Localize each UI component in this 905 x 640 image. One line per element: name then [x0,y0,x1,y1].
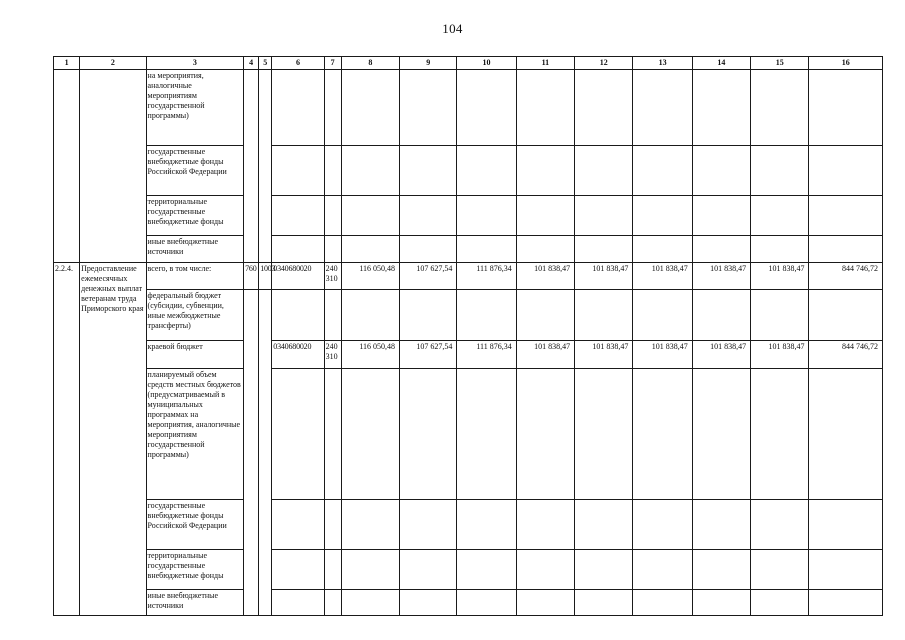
cell-empty [809,70,883,146]
cell-empty [575,146,633,196]
cell-value [341,500,399,550]
table-row [54,369,883,500]
table-row [54,236,883,263]
item-name: Предоставление ежемесячных денежных выплат ветеранам труда Приморского края [80,263,146,616]
column-header: 13 [633,57,692,70]
column-header: 3 [146,57,244,70]
cell-empty [400,236,457,263]
cell-value [809,550,883,590]
cell-target-article [272,369,324,500]
column-header: 14 [692,57,750,70]
cell-empty [457,70,516,146]
cell-value: 111 876,34 [457,341,516,369]
page-number: 104 [442,21,463,36]
cell-target-article: 0340680020 [272,341,324,369]
cell-target-article [272,500,324,550]
cell-value [457,590,516,616]
cell-value [516,550,574,590]
cell-section: 1003 [259,263,272,290]
column-header: 12 [575,57,633,70]
cell-value: 101 838,47 [751,263,809,290]
cell-empty [809,196,883,236]
cell-empty [633,236,692,263]
cell-empty [272,236,324,263]
cell-value: 107 627,54 [400,263,457,290]
cell-empty [751,196,809,236]
cell-empty [575,236,633,263]
cell-value [400,590,457,616]
table-row [54,500,883,550]
cell-empty [400,196,457,236]
cell-value [751,500,809,550]
cell-empty [457,236,516,263]
cell-value [400,500,457,550]
cell-value [457,500,516,550]
cell-value [400,290,457,341]
column-header: 5 [259,57,272,70]
column-header: 4 [244,57,259,70]
cell-value [751,369,809,500]
cell-value [633,500,692,550]
cell-empty [54,70,80,263]
cell-value [400,550,457,590]
cell-empty [575,70,633,146]
cell-empty [244,290,259,616]
cell-value [809,369,883,500]
cell-value: 107 627,54 [400,341,457,369]
source-label: государственные внебюджетные фонды Российской Федерации [146,146,244,196]
cell-value [341,290,399,341]
source-label: иные внебюджетные источники [146,590,244,616]
cell-empty [341,236,399,263]
cell-value: 844 746,72 [809,263,883,290]
source-label: государственные внебюджетные фонды Российской Федерации [146,500,244,550]
cell-value [751,590,809,616]
table-row [54,196,883,236]
cell-value: 116 050,48 [341,263,399,290]
cell-empty [341,146,399,196]
cell-value [575,369,633,500]
cell-value: 101 838,47 [575,263,633,290]
cell-empty [516,236,574,263]
cell-empty [633,146,692,196]
cell-value [575,550,633,590]
cell-value [516,500,574,550]
cell-empty [692,236,750,263]
cell-empty [516,196,574,236]
column-header: 1 [54,57,80,70]
cell-target-article [272,550,324,590]
source-label: территориальные государственные внебюджетные фонды [146,196,244,236]
cell-value [575,590,633,616]
cell-empty [575,196,633,236]
cell-value [341,369,399,500]
cell-value [341,590,399,616]
cell-empty [751,236,809,263]
source-label: федеральный бюджет (субсидии, субвенции, иные межбюджетные трансферты) [146,290,244,341]
cell-empty [272,196,324,236]
cell-empty [324,236,341,263]
column-header: 10 [457,57,516,70]
table-row [54,146,883,196]
budget-table [53,56,883,616]
cell-empty [259,70,272,263]
cell-expense-type [324,590,341,616]
column-header: 15 [751,57,809,70]
source-label: территориальные государственные внебюджетные фонды [146,550,244,590]
table-row [54,341,883,369]
cell-value [809,290,883,341]
cell-empty [324,146,341,196]
source-label: на мероприятия, аналогичные мероприятиям государственной программы) [146,70,244,146]
cell-empty [692,70,750,146]
cell-value [575,500,633,550]
cell-value [341,550,399,590]
cell-value [575,290,633,341]
cell-empty [244,70,259,263]
cell-empty [692,146,750,196]
cell-value [751,290,809,341]
cell-value [633,369,692,500]
item-number: 2.2.4. [54,263,80,616]
table-row [54,550,883,590]
table-row [54,590,883,616]
cell-empty [751,146,809,196]
cell-empty [80,70,146,263]
source-label: иные внебюджетные источники [146,236,244,263]
cell-empty [457,196,516,236]
column-header: 8 [341,57,399,70]
column-header: 6 [272,57,324,70]
cell-empty [400,70,457,146]
cell-expense-type [324,500,341,550]
source-label: всего, в том числе: [146,263,244,290]
column-number-row [54,57,883,70]
cell-expense-type [324,290,341,341]
column-header: 9 [400,57,457,70]
cell-value [692,290,750,341]
column-header: 11 [516,57,574,70]
cell-value [457,290,516,341]
column-header: 16 [809,57,883,70]
cell-empty [324,70,341,146]
cell-empty [259,290,272,616]
cell-value [516,369,574,500]
cell-empty [341,196,399,236]
cell-value [457,550,516,590]
cell-value: 101 838,47 [516,263,574,290]
cell-value: 101 838,47 [751,341,809,369]
cell-grbs: 760 [244,263,259,290]
column-header: 7 [324,57,341,70]
cell-value [809,500,883,550]
cell-value: 116 050,48 [341,341,399,369]
cell-empty [516,146,574,196]
cell-value [516,290,574,341]
cell-value: 101 838,47 [516,341,574,369]
cell-empty [809,146,883,196]
cell-value: 101 838,47 [633,341,692,369]
cell-empty [633,196,692,236]
cell-value [516,590,574,616]
cell-value [633,590,692,616]
cell-value: 101 838,47 [633,263,692,290]
column-header: 2 [80,57,146,70]
cell-expense-type [324,369,341,500]
table-row [54,263,883,290]
cell-empty [341,70,399,146]
source-label: краевой бюджет [146,341,244,369]
cell-expense-type: 240 310 [324,341,341,369]
cell-value [633,550,692,590]
cell-value [457,369,516,500]
cell-empty [692,196,750,236]
cell-value [692,590,750,616]
cell-target-article [272,290,324,341]
cell-value [400,369,457,500]
cell-empty [400,146,457,196]
cell-expense-type: 240 310 [324,263,341,290]
source-label: планируемый объем средств местных бюджетов (предусматриваемый в муниципальных программах на мероприятия, аналогичные мероприятиям государственной программы) [146,369,244,500]
cell-value [751,550,809,590]
table-row [54,70,883,146]
cell-empty [633,70,692,146]
cell-empty [272,70,324,146]
cell-value: 844 746,72 [809,341,883,369]
cell-target-article: 0340680020 [272,263,324,290]
cell-value [692,550,750,590]
cell-empty [272,146,324,196]
cell-value: 111 876,34 [457,263,516,290]
table-row [54,290,883,341]
cell-value: 101 838,47 [575,341,633,369]
cell-empty [324,196,341,236]
cell-expense-type [324,550,341,590]
cell-empty [457,146,516,196]
cell-value: 101 838,47 [692,341,750,369]
cell-value [692,500,750,550]
cell-value [692,369,750,500]
cell-target-article [272,590,324,616]
cell-empty [516,70,574,146]
cell-empty [751,70,809,146]
cell-value: 101 838,47 [692,263,750,290]
cell-value [633,290,692,341]
cell-value [809,590,883,616]
cell-empty [809,236,883,263]
